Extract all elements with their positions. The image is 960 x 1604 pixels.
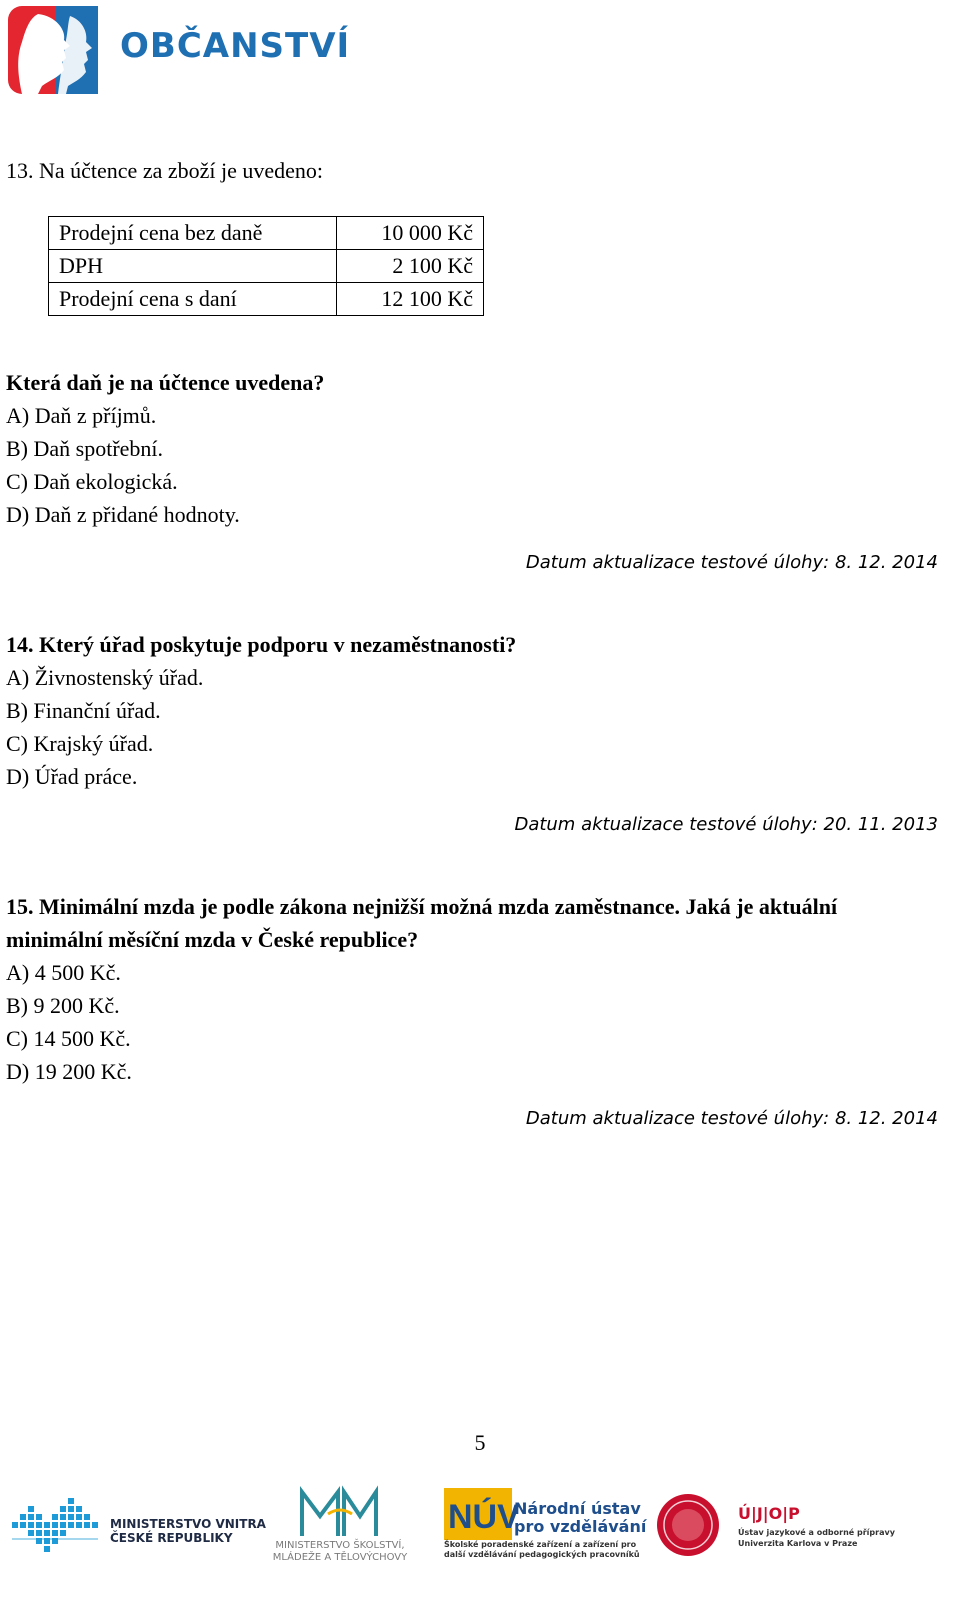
q15-update-date: Datum aktualizace testové úlohy: 8. 12. 2014 bbox=[525, 1108, 938, 1129]
svg-text:NÚV: NÚV bbox=[448, 1498, 520, 1536]
q13-option-a: A) Daň z příjmů. bbox=[6, 403, 157, 428]
ujop-line1: Ústav jazykové a odborné přípravy bbox=[738, 1528, 895, 1537]
ministry-interior-logo-icon bbox=[12, 1492, 98, 1562]
logo-text: OBČANSTVÍ bbox=[120, 26, 351, 66]
mv-line1: MINISTERSTVO VNITRA bbox=[110, 1517, 266, 1531]
q15-option-d: D) 19 200 Kč. bbox=[6, 1059, 132, 1084]
q15-option-a: A) 4 500 Kč. bbox=[6, 960, 121, 985]
nuv-line2: pro vzdělávání bbox=[514, 1517, 647, 1536]
table-cell-label: Prodejní cena s daní bbox=[49, 283, 337, 316]
charles-university-seal-icon bbox=[655, 1492, 721, 1558]
msmt-line1: MINISTERSTVO ŠKOLSTVÍ, bbox=[275, 1540, 405, 1551]
question-13-title: 13. Na účtence za zboží je uvedeno: bbox=[6, 158, 324, 183]
q14-option-c: C) Krajský úřad. bbox=[6, 731, 154, 756]
page-number: 5 bbox=[474, 1430, 486, 1455]
q13-option-b: B) Daň spotřební. bbox=[6, 436, 164, 461]
q15-option-c: C) 14 500 Kč. bbox=[6, 1026, 131, 1051]
table-cell-label: DPH bbox=[49, 250, 337, 283]
q13-update-date: Datum aktualizace testové úlohy: 8. 12. 2014 bbox=[525, 552, 938, 573]
q14-option-a: A) Živnostenský úřad. bbox=[6, 665, 204, 690]
question-15-title-line1: 15. Minimální mzda je podle zákona nejnižší možná mzda zaměstnance. Jaká je aktuální bbox=[6, 894, 838, 919]
table-cell-value: 2 100 Kč bbox=[337, 250, 484, 283]
obcanstvi-logo-icon bbox=[8, 6, 98, 94]
table-row bbox=[49, 250, 484, 283]
q14-option-d: D) Úřad práce. bbox=[6, 764, 138, 789]
ujop-line2: Univerzita Karlova v Praze bbox=[738, 1539, 858, 1548]
q15-option-b: B) 9 200 Kč. bbox=[6, 993, 120, 1018]
ministry-education-logo-icon bbox=[298, 1486, 382, 1542]
table-cell-label: Prodejní cena bez daně bbox=[49, 217, 337, 250]
nuv-logo-icon bbox=[444, 1488, 520, 1540]
nuv-line1: Národní ústav bbox=[514, 1499, 641, 1518]
question-15-title-line2: minimální měsíční mzda v České republice? bbox=[6, 927, 419, 952]
nuv-line4: další vzdělávání pedagogických pracovníků bbox=[444, 1550, 640, 1559]
q14-update-date: Datum aktualizace testové úlohy: 20. 11. 2013 bbox=[514, 814, 938, 835]
q13-option-d: D) Daň z přidané hodnoty. bbox=[6, 502, 240, 527]
receipt-table bbox=[48, 216, 484, 316]
table-cell-value: 12 100 Kč bbox=[337, 283, 484, 316]
msmt-line2: MLÁDEŽE A TĚLOVÝCHOVY bbox=[272, 1552, 408, 1563]
q13-option-c: C) Daň ekologická. bbox=[6, 469, 178, 494]
q14-option-b: B) Finanční úřad. bbox=[6, 698, 161, 723]
table-row bbox=[49, 283, 484, 316]
table-cell-value: 10 000 Kč bbox=[337, 217, 484, 250]
mv-line2: ČESKÉ REPUBLIKY bbox=[110, 1531, 233, 1545]
ujop-title: Ú|J|O|P bbox=[738, 1504, 800, 1523]
question-14-title: 14. Který úřad poskytuje podporu v nezaměstnanosti? bbox=[6, 632, 517, 657]
table-row bbox=[49, 217, 484, 250]
question-13-prompt: Která daň je na účtence uvedena? bbox=[6, 370, 325, 395]
nuv-line3: Školské poradenské zařízení a zařízení pro bbox=[444, 1540, 637, 1549]
